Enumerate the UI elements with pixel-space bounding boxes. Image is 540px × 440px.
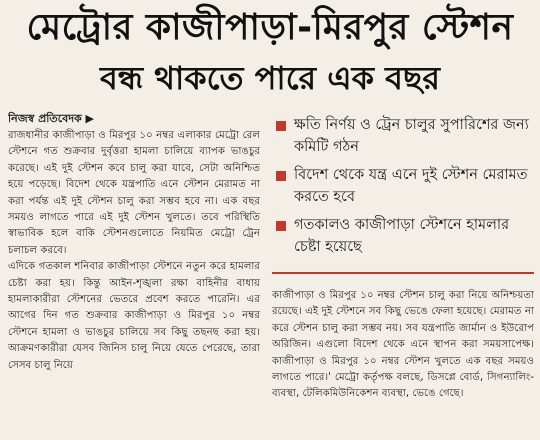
highlight-box: [272, 108, 534, 274]
left-paragraph-2: এদিকে গতকাল শনিবার কাজীপাড়া স্টেশনে নতুন করে হামলার চেষ্টা করা হয়। কিন্তু আইন-শৃঙ্খলা রক্ষা বাহিনীর বাধায় হামলাকারীরা স্টেশনের ভেতরে প্রবেশ করতে পারেনি। এর আগের দিন গত শুক্রবার কাজীপাড়া ও মিরপুর ১০ নম্বর স্টেশনে হামলা ও ভাঙচুর চালিয়ে সব কিছু তছনছ করা হয়। আক্রমণকারীরা যেসব জিনিস চালু নিয়ে যেতে পেরেছে, তারা সেসব চালু নিয়ে: [8, 261, 260, 371]
bullet-square-icon: [276, 221, 286, 231]
bullet-square-icon: [276, 171, 286, 181]
headline-line-2: বন্ধ থাকতে পারে এক বছর: [100, 59, 440, 97]
byline: নিজস্ব প্রতিবেদক ▶: [8, 112, 94, 125]
headline: [0, 0, 540, 104]
bullet-square-icon: [276, 121, 286, 131]
left-paragraph-1: রাজধানীর কাজীপাড়া ও মিরপুর ১০ নম্বর এলাকার মেট্রো রেল স্টেশনে গত শুক্রবার দুর্বৃত্তরা হামলা চালিয়ে ব্যাপক ভাঙচুর করেছে। এই দুই স্টেশন কবে চালু করা যাবে, সেটা অনিশ্চিত হয়ে পড়েছে। বিদেশ থেকে যন্ত্রপাতি এনে স্টেশন মেরামত না করা পর্যন্ত এই দুই স্টেশন চালু করা সম্ভব হবে না। এক বছর সময়ও লাগতে পারে এই দুই স্টেশন খুলতে। তবে পরিস্থিতি স্বাভাবিক হলে বাকি স্টেশনগুলোতে নিয়মিত মেট্রো ট্রেন চলাচল করবে।: [8, 130, 260, 256]
highlight-bullet: [276, 114, 534, 158]
right-paragraph-1: কাজীপাড়া ও মিরপুর ১০ নম্বর স্টেশন চালু করা নিয়ে অনিশ্চয়তা রয়েছে। এই দুই স্টেশনে সব কিছু ভেঙে ফেলা হয়েছে। মেরামত না করে স্টেশন চালু করা সম্ভব নয়। সব যন্ত্রপাতি জার্মান ও ইউরোপ অরিজিন। এগুলো বিদেশ থেকে এনে স্থাপন করা সময়সাপেক্ষ। কাজীপাড়া ও মিরপুর ১০ নম্বর স্টেশন খুলতে এক বছর সময়ও লাগতে পারে।' মেট্রো কর্তৃপক্ষ বলছে, ডিসপ্লে বোর্ড, সিগন্যালিং-ব্যবস্থা, টেলিকমিউনিকেশন ব্যবস্থা, ভেঙে গেছে।: [272, 290, 534, 400]
highlight-bullet: [276, 164, 534, 208]
right-column: [272, 108, 534, 440]
right-body: [272, 288, 534, 438]
highlight-bullet: [276, 214, 534, 258]
headline-line-1: মেট্রোর কাজীপাড়া-মিরপুর স্টেশন: [26, 7, 514, 48]
highlight-bullet-text: ক্ষতি নির্ণয় ও ট্রেন চালুর সুপারিশের জন্য কমিটি গঠন: [294, 117, 529, 155]
highlight-bullet-text: বিদেশ থেকে যন্ত্র এনে দুই স্টেশন মেরামত করতে হবে: [294, 167, 528, 205]
highlight-bullet-text: গতকালও কাজীপাড়া স্টেশনে হামলার চেষ্টা হয়েছে: [294, 217, 510, 255]
left-column: [8, 108, 260, 440]
